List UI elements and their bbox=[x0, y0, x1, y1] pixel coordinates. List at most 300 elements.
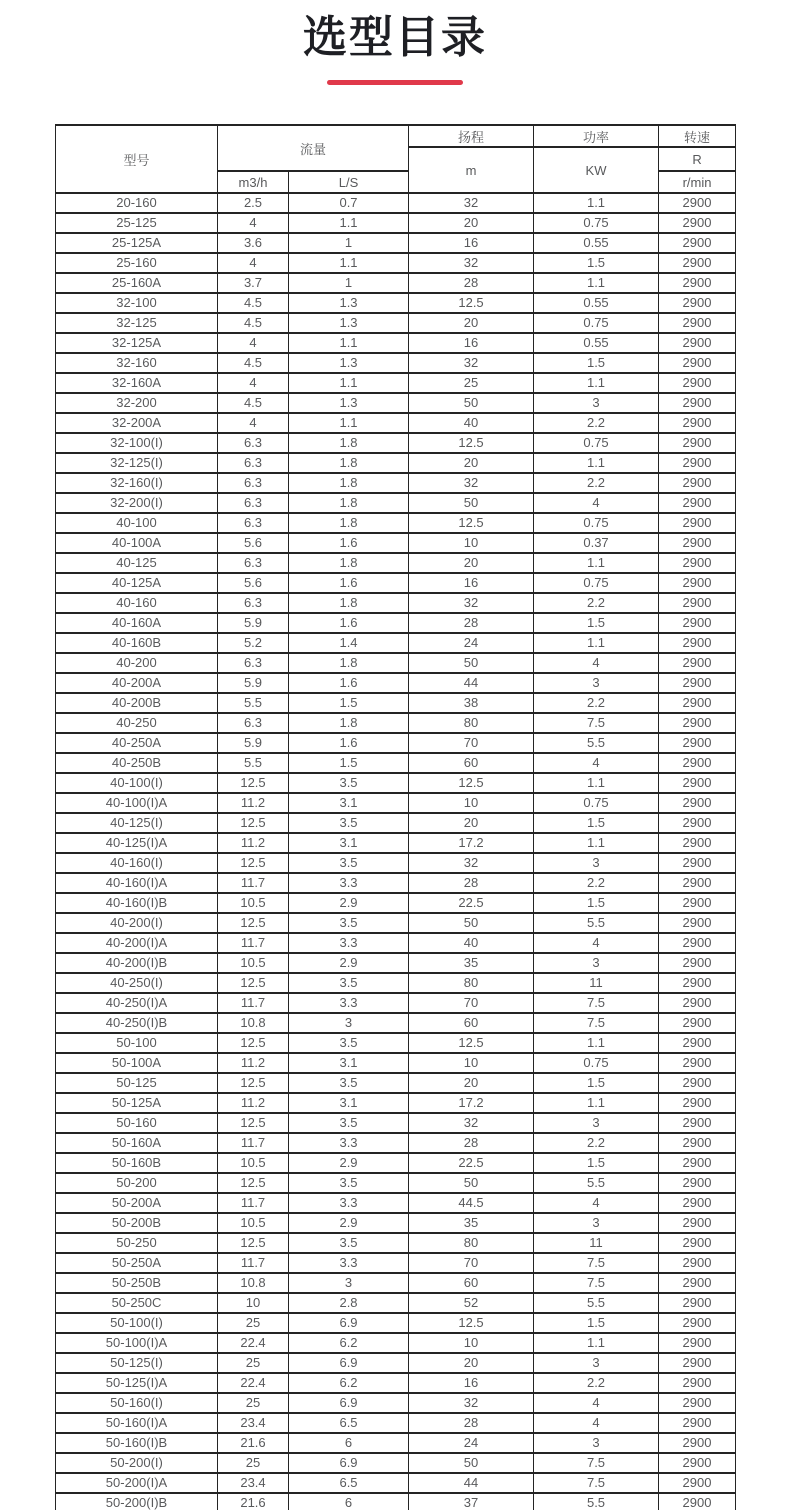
cell-flow-m3h: 23.4 bbox=[218, 1413, 289, 1433]
cell-head-m: 10 bbox=[409, 793, 534, 813]
table-row bbox=[56, 233, 736, 253]
cell-power-kw: 1.5 bbox=[534, 613, 659, 633]
cell-flow-ls: 3.5 bbox=[289, 1113, 409, 1133]
table-row bbox=[56, 253, 736, 273]
cell-flow-ls: 6.9 bbox=[289, 1353, 409, 1373]
cell-flow-m3h: 6.3 bbox=[218, 513, 289, 533]
cell-model: 32-125 bbox=[56, 313, 218, 333]
cell-flow-ls: 3.5 bbox=[289, 853, 409, 873]
cell-power-kw: 3 bbox=[534, 953, 659, 973]
cell-speed-rpm: 2900 bbox=[659, 653, 736, 673]
cell-flow-m3h: 25 bbox=[218, 1353, 289, 1373]
cell-speed-rpm: 2900 bbox=[659, 1013, 736, 1033]
cell-head-m: 50 bbox=[409, 393, 534, 413]
cell-head-m: 70 bbox=[409, 1253, 534, 1273]
cell-head-m: 32 bbox=[409, 593, 534, 613]
cell-head-m: 44 bbox=[409, 1473, 534, 1493]
cell-head-m: 10 bbox=[409, 533, 534, 553]
cell-head-m: 22.5 bbox=[409, 1153, 534, 1173]
table-row bbox=[56, 993, 736, 1013]
cell-speed-rpm: 2900 bbox=[659, 313, 736, 333]
cell-power-kw: 2.2 bbox=[534, 473, 659, 493]
cell-power-kw: 5.5 bbox=[534, 1493, 659, 1510]
table-row bbox=[56, 493, 736, 513]
cell-head-m: 70 bbox=[409, 993, 534, 1013]
table-header bbox=[56, 125, 736, 193]
cell-flow-ls: 6.2 bbox=[289, 1333, 409, 1353]
cell-head-m: 37 bbox=[409, 1493, 534, 1510]
table-row bbox=[56, 1053, 736, 1073]
cell-model: 32-200A bbox=[56, 413, 218, 433]
cell-speed-rpm: 2900 bbox=[659, 353, 736, 373]
cell-flow-m3h: 12.5 bbox=[218, 1113, 289, 1133]
cell-flow-m3h: 25 bbox=[218, 1393, 289, 1413]
cell-power-kw: 11 bbox=[534, 1233, 659, 1253]
cell-flow-m3h: 5.9 bbox=[218, 733, 289, 753]
cell-flow-m3h: 6.3 bbox=[218, 653, 289, 673]
cell-model: 40-160(I) bbox=[56, 853, 218, 873]
cell-flow-ls: 3.3 bbox=[289, 993, 409, 1013]
cell-model: 40-160A bbox=[56, 613, 218, 633]
cell-head-m: 20 bbox=[409, 813, 534, 833]
cell-speed-rpm: 2900 bbox=[659, 733, 736, 753]
cell-model: 50-160(I) bbox=[56, 1393, 218, 1413]
cell-flow-m3h: 4.5 bbox=[218, 293, 289, 313]
cell-flow-ls: 1.5 bbox=[289, 753, 409, 773]
cell-flow-m3h: 11.2 bbox=[218, 1093, 289, 1113]
cell-head-m: 28 bbox=[409, 613, 534, 633]
cell-model: 40-200B bbox=[56, 693, 218, 713]
table-row bbox=[56, 873, 736, 893]
cell-flow-m3h: 11.7 bbox=[218, 933, 289, 953]
cell-power-kw: 4 bbox=[534, 933, 659, 953]
table-row bbox=[56, 413, 736, 433]
cell-model: 40-200(I)B bbox=[56, 953, 218, 973]
cell-flow-m3h: 3.6 bbox=[218, 233, 289, 253]
table-row bbox=[56, 1233, 736, 1253]
table-row bbox=[56, 1073, 736, 1093]
table-row bbox=[56, 1153, 736, 1173]
cell-speed-rpm: 2900 bbox=[659, 293, 736, 313]
cell-power-kw: 1.5 bbox=[534, 253, 659, 273]
cell-flow-m3h: 6.3 bbox=[218, 453, 289, 473]
cell-model: 50-200 bbox=[56, 1173, 218, 1193]
cell-head-m: 16 bbox=[409, 333, 534, 353]
table-row bbox=[56, 1313, 736, 1333]
cell-flow-m3h: 11.7 bbox=[218, 873, 289, 893]
table-row bbox=[56, 773, 736, 793]
cell-model: 40-250(I)A bbox=[56, 993, 218, 1013]
cell-model: 32-160A bbox=[56, 373, 218, 393]
cell-flow-ls: 6.9 bbox=[289, 1313, 409, 1333]
cell-model: 40-200(I)A bbox=[56, 933, 218, 953]
cell-head-m: 40 bbox=[409, 933, 534, 953]
cell-flow-ls: 3.5 bbox=[289, 773, 409, 793]
table-row bbox=[56, 373, 736, 393]
cell-flow-m3h: 21.6 bbox=[218, 1493, 289, 1510]
cell-flow-m3h: 6.3 bbox=[218, 553, 289, 573]
cell-flow-ls: 3.3 bbox=[289, 1193, 409, 1213]
cell-speed-rpm: 2900 bbox=[659, 1473, 736, 1493]
cell-flow-m3h: 4.5 bbox=[218, 353, 289, 373]
cell-flow-ls: 3.1 bbox=[289, 1093, 409, 1113]
cell-flow-ls: 1.6 bbox=[289, 533, 409, 553]
cell-flow-m3h: 6.3 bbox=[218, 493, 289, 513]
cell-flow-m3h: 12.5 bbox=[218, 1033, 289, 1053]
table-row bbox=[56, 753, 736, 773]
cell-power-kw: 1.1 bbox=[534, 553, 659, 573]
cell-flow-m3h: 2.5 bbox=[218, 193, 289, 213]
cell-head-m: 35 bbox=[409, 1213, 534, 1233]
cell-head-m: 22.5 bbox=[409, 893, 534, 913]
table-row bbox=[56, 1273, 736, 1293]
cell-model: 32-125(I) bbox=[56, 453, 218, 473]
cell-flow-ls: 3.3 bbox=[289, 1253, 409, 1273]
table-row bbox=[56, 853, 736, 873]
cell-model: 50-100(I) bbox=[56, 1313, 218, 1333]
table-row bbox=[56, 1333, 736, 1353]
table-row bbox=[56, 1133, 736, 1153]
cell-head-m: 80 bbox=[409, 713, 534, 733]
cell-flow-m3h: 12.5 bbox=[218, 1073, 289, 1093]
cell-speed-rpm: 2900 bbox=[659, 553, 736, 573]
table-body bbox=[56, 193, 736, 1510]
cell-flow-ls: 6.5 bbox=[289, 1473, 409, 1493]
table-row bbox=[56, 1493, 736, 1510]
cell-head-m: 32 bbox=[409, 1113, 534, 1133]
cell-head-m: 10 bbox=[409, 1053, 534, 1073]
table-row bbox=[56, 1433, 736, 1453]
cell-model: 50-125(I) bbox=[56, 1353, 218, 1373]
cell-speed-rpm: 2900 bbox=[659, 613, 736, 633]
cell-model: 40-250(I)B bbox=[56, 1013, 218, 1033]
cell-power-kw: 4 bbox=[534, 1193, 659, 1213]
cell-speed-rpm: 2900 bbox=[659, 453, 736, 473]
cell-speed-rpm: 2900 bbox=[659, 1153, 736, 1173]
table-row bbox=[56, 1093, 736, 1113]
cell-model: 50-200(I) bbox=[56, 1453, 218, 1473]
cell-power-kw: 2.2 bbox=[534, 1373, 659, 1393]
cell-flow-ls: 6.5 bbox=[289, 1413, 409, 1433]
cell-flow-ls: 1.6 bbox=[289, 613, 409, 633]
cell-power-kw: 1.1 bbox=[534, 633, 659, 653]
cell-flow-ls: 1.1 bbox=[289, 413, 409, 433]
cell-flow-m3h: 25 bbox=[218, 1313, 289, 1333]
cell-head-m: 32 bbox=[409, 193, 534, 213]
cell-model: 40-100 bbox=[56, 513, 218, 533]
table-row bbox=[56, 1353, 736, 1373]
table-row bbox=[56, 213, 736, 233]
table-row bbox=[56, 473, 736, 493]
cell-flow-m3h: 6.3 bbox=[218, 713, 289, 733]
cell-speed-rpm: 2900 bbox=[659, 533, 736, 553]
cell-model: 40-100(I) bbox=[56, 773, 218, 793]
cell-flow-ls: 3.5 bbox=[289, 913, 409, 933]
cell-speed-rpm: 2900 bbox=[659, 1033, 736, 1053]
cell-power-kw: 2.2 bbox=[534, 1133, 659, 1153]
cell-power-kw: 3 bbox=[534, 1433, 659, 1453]
cell-speed-rpm: 2900 bbox=[659, 893, 736, 913]
column-header-flow-ls: L/S bbox=[289, 171, 409, 193]
cell-speed-rpm: 2900 bbox=[659, 393, 736, 413]
cell-flow-ls: 1.3 bbox=[289, 293, 409, 313]
cell-flow-m3h: 21.6 bbox=[218, 1433, 289, 1453]
cell-head-m: 28 bbox=[409, 873, 534, 893]
cell-power-kw: 2.2 bbox=[534, 873, 659, 893]
cell-power-kw: 1.1 bbox=[534, 193, 659, 213]
cell-model: 25-125 bbox=[56, 213, 218, 233]
cell-head-m: 25 bbox=[409, 373, 534, 393]
cell-speed-rpm: 2900 bbox=[659, 953, 736, 973]
cell-flow-ls: 1.1 bbox=[289, 373, 409, 393]
cell-model: 40-200 bbox=[56, 653, 218, 673]
cell-power-kw: 3 bbox=[534, 673, 659, 693]
cell-head-m: 50 bbox=[409, 653, 534, 673]
column-header-model: 型号 bbox=[56, 125, 218, 193]
table-row bbox=[56, 893, 736, 913]
cell-speed-rpm: 2900 bbox=[659, 813, 736, 833]
cell-flow-m3h: 10 bbox=[218, 1293, 289, 1313]
cell-speed-rpm: 2900 bbox=[659, 693, 736, 713]
cell-flow-m3h: 11.7 bbox=[218, 1253, 289, 1273]
table-row bbox=[56, 593, 736, 613]
cell-model: 50-250B bbox=[56, 1273, 218, 1293]
cell-speed-rpm: 2900 bbox=[659, 233, 736, 253]
cell-head-m: 50 bbox=[409, 1453, 534, 1473]
cell-flow-ls: 1.8 bbox=[289, 553, 409, 573]
cell-power-kw: 7.5 bbox=[534, 1253, 659, 1273]
cell-power-kw: 1.1 bbox=[534, 1333, 659, 1353]
cell-head-m: 50 bbox=[409, 493, 534, 513]
cell-head-m: 12.5 bbox=[409, 433, 534, 453]
cell-speed-rpm: 2900 bbox=[659, 253, 736, 273]
cell-speed-rpm: 2900 bbox=[659, 1073, 736, 1093]
cell-power-kw: 3 bbox=[534, 1113, 659, 1133]
cell-model: 40-125A bbox=[56, 573, 218, 593]
cell-head-m: 60 bbox=[409, 1013, 534, 1033]
cell-flow-ls: 3.5 bbox=[289, 1033, 409, 1053]
cell-flow-ls: 6 bbox=[289, 1433, 409, 1453]
cell-model: 50-160(I)B bbox=[56, 1433, 218, 1453]
cell-flow-m3h: 5.6 bbox=[218, 533, 289, 553]
cell-head-m: 28 bbox=[409, 273, 534, 293]
cell-model: 40-125(I)A bbox=[56, 833, 218, 853]
column-header-flow: 流量 bbox=[218, 125, 409, 171]
cell-power-kw: 7.5 bbox=[534, 713, 659, 733]
cell-head-m: 50 bbox=[409, 1173, 534, 1193]
table-row bbox=[56, 553, 736, 573]
cell-power-kw: 0.55 bbox=[534, 233, 659, 253]
cell-speed-rpm: 2900 bbox=[659, 1173, 736, 1193]
cell-power-kw: 1.5 bbox=[534, 1153, 659, 1173]
cell-speed-rpm: 2900 bbox=[659, 873, 736, 893]
cell-head-m: 20 bbox=[409, 553, 534, 573]
table-row bbox=[56, 353, 736, 373]
table-row bbox=[56, 613, 736, 633]
cell-speed-rpm: 2900 bbox=[659, 1373, 736, 1393]
cell-speed-rpm: 2900 bbox=[659, 513, 736, 533]
cell-flow-ls: 6 bbox=[289, 1493, 409, 1510]
column-header-speed-unit-r: R bbox=[659, 147, 736, 171]
cell-head-m: 38 bbox=[409, 693, 534, 713]
cell-power-kw: 4 bbox=[534, 1413, 659, 1433]
table-row bbox=[56, 1413, 736, 1433]
table-row bbox=[56, 1473, 736, 1493]
cell-model: 40-125(I) bbox=[56, 813, 218, 833]
cell-speed-rpm: 2900 bbox=[659, 833, 736, 853]
cell-flow-ls: 1 bbox=[289, 233, 409, 253]
cell-power-kw: 1.1 bbox=[534, 773, 659, 793]
cell-model: 40-100(I)A bbox=[56, 793, 218, 813]
cell-model: 25-160 bbox=[56, 253, 218, 273]
cell-flow-m3h: 12.5 bbox=[218, 773, 289, 793]
cell-speed-rpm: 2900 bbox=[659, 633, 736, 653]
cell-model: 40-160(I)B bbox=[56, 893, 218, 913]
cell-head-m: 17.2 bbox=[409, 1093, 534, 1113]
cell-flow-ls: 3.5 bbox=[289, 1173, 409, 1193]
cell-model: 50-250A bbox=[56, 1253, 218, 1273]
cell-flow-m3h: 10.8 bbox=[218, 1273, 289, 1293]
cell-flow-m3h: 10.5 bbox=[218, 953, 289, 973]
cell-power-kw: 4 bbox=[534, 1393, 659, 1413]
table-row bbox=[56, 953, 736, 973]
cell-flow-ls: 1.3 bbox=[289, 393, 409, 413]
column-header-power: 功率 bbox=[534, 125, 659, 147]
cell-model: 40-160(I)A bbox=[56, 873, 218, 893]
cell-flow-ls: 1.6 bbox=[289, 673, 409, 693]
cell-flow-m3h: 5.6 bbox=[218, 573, 289, 593]
cell-model: 50-200(I)B bbox=[56, 1493, 218, 1510]
cell-head-m: 28 bbox=[409, 1133, 534, 1153]
cell-speed-rpm: 2900 bbox=[659, 1213, 736, 1233]
cell-power-kw: 0.75 bbox=[534, 573, 659, 593]
cell-head-m: 24 bbox=[409, 633, 534, 653]
cell-flow-m3h: 5.5 bbox=[218, 693, 289, 713]
cell-flow-ls: 1.8 bbox=[289, 713, 409, 733]
cell-model: 50-250 bbox=[56, 1233, 218, 1253]
cell-flow-m3h: 10.8 bbox=[218, 1013, 289, 1033]
cell-head-m: 16 bbox=[409, 1373, 534, 1393]
cell-model: 40-160 bbox=[56, 593, 218, 613]
cell-flow-m3h: 12.5 bbox=[218, 913, 289, 933]
cell-head-m: 12.5 bbox=[409, 293, 534, 313]
cell-speed-rpm: 2900 bbox=[659, 673, 736, 693]
cell-flow-m3h: 4.5 bbox=[218, 393, 289, 413]
cell-head-m: 17.2 bbox=[409, 833, 534, 853]
cell-flow-ls: 3 bbox=[289, 1013, 409, 1033]
cell-flow-m3h: 4.5 bbox=[218, 313, 289, 333]
cell-flow-m3h: 4 bbox=[218, 333, 289, 353]
cell-flow-ls: 2.9 bbox=[289, 1213, 409, 1233]
table-row bbox=[56, 1373, 736, 1393]
cell-head-m: 10 bbox=[409, 1333, 534, 1353]
table-row bbox=[56, 913, 736, 933]
cell-power-kw: 1.5 bbox=[534, 1313, 659, 1333]
cell-head-m: 24 bbox=[409, 1433, 534, 1453]
column-header-head-unit: m bbox=[409, 147, 534, 193]
cell-power-kw: 0.75 bbox=[534, 213, 659, 233]
cell-speed-rpm: 2900 bbox=[659, 853, 736, 873]
cell-model: 50-100A bbox=[56, 1053, 218, 1073]
cell-speed-rpm: 2900 bbox=[659, 373, 736, 393]
cell-speed-rpm: 2900 bbox=[659, 1453, 736, 1473]
cell-head-m: 52 bbox=[409, 1293, 534, 1313]
cell-head-m: 20 bbox=[409, 453, 534, 473]
cell-flow-ls: 3.5 bbox=[289, 1233, 409, 1253]
cell-head-m: 12.5 bbox=[409, 513, 534, 533]
cell-head-m: 20 bbox=[409, 1353, 534, 1373]
cell-speed-rpm: 2900 bbox=[659, 273, 736, 293]
cell-power-kw: 7.5 bbox=[534, 1453, 659, 1473]
cell-power-kw: 0.75 bbox=[534, 513, 659, 533]
cell-speed-rpm: 2900 bbox=[659, 913, 736, 933]
cell-speed-rpm: 2900 bbox=[659, 1493, 736, 1510]
cell-head-m: 80 bbox=[409, 973, 534, 993]
table-row bbox=[56, 633, 736, 653]
cell-power-kw: 4 bbox=[534, 653, 659, 673]
cell-head-m: 20 bbox=[409, 1073, 534, 1093]
cell-head-m: 28 bbox=[409, 1413, 534, 1433]
cell-flow-ls: 1.8 bbox=[289, 653, 409, 673]
cell-flow-m3h: 22.4 bbox=[218, 1333, 289, 1353]
cell-power-kw: 3 bbox=[534, 1353, 659, 1373]
cell-power-kw: 5.5 bbox=[534, 1173, 659, 1193]
cell-speed-rpm: 2900 bbox=[659, 713, 736, 733]
table-row bbox=[56, 453, 736, 473]
cell-power-kw: 2.2 bbox=[534, 593, 659, 613]
cell-flow-m3h: 10.5 bbox=[218, 1153, 289, 1173]
table-row bbox=[56, 313, 736, 333]
cell-flow-ls: 0.7 bbox=[289, 193, 409, 213]
table-row bbox=[56, 293, 736, 313]
column-header-flow-m3h: m3/h bbox=[218, 171, 289, 193]
cell-power-kw: 7.5 bbox=[534, 1013, 659, 1033]
cell-flow-ls: 1.1 bbox=[289, 333, 409, 353]
cell-head-m: 60 bbox=[409, 753, 534, 773]
cell-speed-rpm: 2900 bbox=[659, 773, 736, 793]
cell-speed-rpm: 2900 bbox=[659, 973, 736, 993]
cell-speed-rpm: 2900 bbox=[659, 413, 736, 433]
cell-model: 40-100A bbox=[56, 533, 218, 553]
cell-speed-rpm: 2900 bbox=[659, 793, 736, 813]
table-row bbox=[56, 513, 736, 533]
cell-model: 50-125 bbox=[56, 1073, 218, 1093]
column-header-head: 扬程 bbox=[409, 125, 534, 147]
cell-flow-m3h: 5.2 bbox=[218, 633, 289, 653]
cell-speed-rpm: 2900 bbox=[659, 1413, 736, 1433]
cell-speed-rpm: 2900 bbox=[659, 1393, 736, 1413]
table-row bbox=[56, 1453, 736, 1473]
cell-flow-m3h: 5.5 bbox=[218, 753, 289, 773]
cell-flow-ls: 3.3 bbox=[289, 873, 409, 893]
cell-flow-m3h: 6.3 bbox=[218, 593, 289, 613]
table-row bbox=[56, 1013, 736, 1033]
cell-power-kw: 5.5 bbox=[534, 1293, 659, 1313]
cell-flow-ls: 3.5 bbox=[289, 813, 409, 833]
cell-flow-m3h: 12.5 bbox=[218, 853, 289, 873]
cell-power-kw: 0.75 bbox=[534, 793, 659, 813]
cell-head-m: 44.5 bbox=[409, 1193, 534, 1213]
cell-model: 40-200A bbox=[56, 673, 218, 693]
cell-model: 50-160(I)A bbox=[56, 1413, 218, 1433]
cell-speed-rpm: 2900 bbox=[659, 1113, 736, 1133]
cell-head-m: 32 bbox=[409, 473, 534, 493]
cell-speed-rpm: 2900 bbox=[659, 433, 736, 453]
table-row bbox=[56, 693, 736, 713]
table-row bbox=[56, 733, 736, 753]
table-row bbox=[56, 573, 736, 593]
cell-flow-m3h: 12.5 bbox=[218, 1173, 289, 1193]
